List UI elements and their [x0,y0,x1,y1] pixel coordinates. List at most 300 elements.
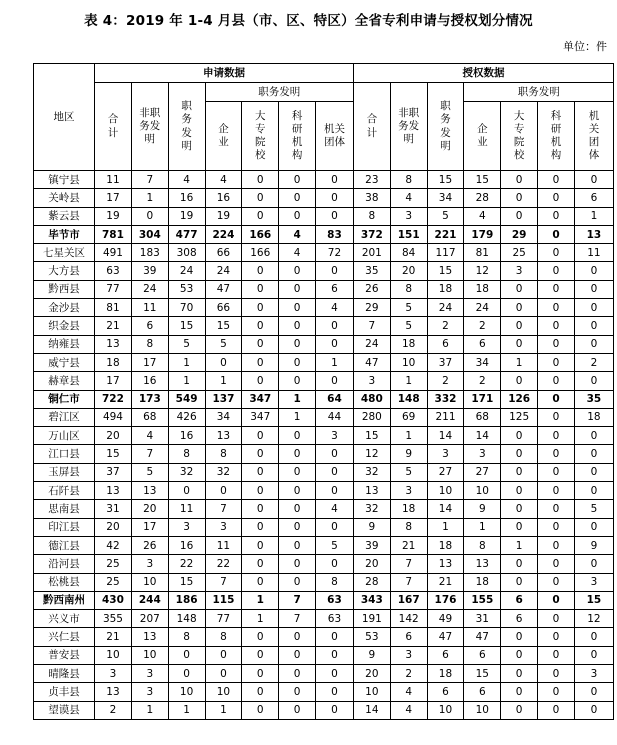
grant-value: 0 [501,445,538,463]
apply-value: 0 [279,262,316,280]
apply-value: 44 [316,408,354,426]
grant-value: 3 [574,573,613,591]
apply-value: 722 [95,390,132,408]
table-body [34,171,614,720]
grant-value: 10 [427,701,464,719]
apply-value: 81 [95,299,132,317]
grant-value: 26 [353,280,390,298]
apply-value: 3 [168,518,205,536]
apply-value: 0 [168,646,205,664]
apply-value: 1 [205,372,242,390]
grant-value: 7 [390,555,427,573]
table-row [34,427,614,445]
grant-value: 1 [501,353,538,371]
region-name: 德江县 [34,536,95,554]
table-row [34,683,614,701]
apply-value: 0 [242,335,279,353]
region-name: 兴仁县 [34,628,95,646]
header-apply-non-service: 非职务发明 [131,83,168,171]
apply-value: 1 [279,390,316,408]
grant-value: 6 [501,591,538,609]
grant-value: 0 [538,189,575,207]
apply-value: 77 [95,280,132,298]
grant-value: 28 [464,189,501,207]
grant-value: 8 [464,536,501,554]
header-grant-service: 职务发明 [427,83,464,171]
grant-value: 1 [574,207,613,225]
apply-value: 0 [242,280,279,298]
grant-value: 10 [464,482,501,500]
grant-value: 18 [390,335,427,353]
grant-value: 0 [574,628,613,646]
region-name: 贞丰县 [34,683,95,701]
apply-value: 3 [131,665,168,683]
table-row [34,445,614,463]
grant-value: 6 [464,683,501,701]
grant-value: 0 [538,500,575,518]
grant-value: 18 [390,500,427,518]
grant-value: 25 [501,244,538,262]
apply-value: 3 [131,555,168,573]
grant-value: 0 [501,683,538,701]
region-name: 紫云县 [34,207,95,225]
grant-value: 5 [390,463,427,481]
apply-value: 0 [316,463,354,481]
grant-value: 0 [538,665,575,683]
apply-value: 10 [168,683,205,701]
grant-value: 13 [353,482,390,500]
region-name: 玉屏县 [34,463,95,481]
apply-value: 0 [242,573,279,591]
header-apply-agency: 机关团体 [316,102,354,171]
apply-value: 0 [279,628,316,646]
apply-value: 0 [205,482,242,500]
region-name: 普安县 [34,646,95,664]
apply-value: 47 [205,280,242,298]
apply-value: 1 [168,701,205,719]
table-row [34,665,614,683]
grant-value: 332 [427,390,464,408]
grant-value: 0 [574,701,613,719]
region-name: 江口县 [34,445,95,463]
grant-value: 6 [464,646,501,664]
region-name: 大方县 [34,262,95,280]
table-row [34,353,614,371]
apply-value: 19 [95,207,132,225]
grant-value: 0 [501,207,538,225]
grant-value: 0 [538,555,575,573]
apply-value: 68 [131,408,168,426]
grant-value: 13 [464,555,501,573]
grant-value: 0 [538,335,575,353]
table-row [34,500,614,518]
apply-value: 304 [131,225,168,243]
unit-label: 单位：件 [563,40,607,53]
apply-value: 347 [242,390,279,408]
grant-value: 9 [574,536,613,554]
apply-value: 5 [316,536,354,554]
grant-value: 4 [390,189,427,207]
grant-value: 14 [427,500,464,518]
apply-value: 244 [131,591,168,609]
apply-value: 21 [95,628,132,646]
region-name: 赫章县 [34,372,95,390]
region-name: 兴义市 [34,610,95,628]
apply-value: 17 [95,189,132,207]
grant-value: 2 [464,372,501,390]
grant-value: 0 [538,701,575,719]
grant-value: 0 [501,189,538,207]
grant-value: 0 [574,317,613,335]
table-row [34,244,614,262]
apply-value: 0 [242,683,279,701]
apply-value: 166 [242,244,279,262]
grant-value: 171 [464,390,501,408]
apply-value: 0 [316,189,354,207]
apply-value: 4 [279,244,316,262]
grant-value: 7 [390,573,427,591]
apply-value: 0 [279,317,316,335]
header-grant-group: 授权数据 [353,64,613,83]
apply-value: 491 [95,244,132,262]
region-name: 纳雍县 [34,335,95,353]
apply-value: 426 [168,408,205,426]
grant-value: 0 [501,317,538,335]
grant-value: 176 [427,591,464,609]
apply-value: 53 [168,280,205,298]
grant-value: 1 [390,372,427,390]
apply-value: 0 [242,262,279,280]
grant-value: 0 [538,518,575,536]
grant-value: 0 [538,353,575,371]
apply-value: 0 [316,207,354,225]
grant-value: 125 [501,408,538,426]
grant-value: 0 [538,482,575,500]
grant-value: 126 [501,390,538,408]
apply-value: 0 [205,646,242,664]
table-row [34,536,614,554]
apply-value: 0 [242,482,279,500]
grant-value: 6 [427,646,464,664]
region-name: 金沙县 [34,299,95,317]
grant-value: 3 [353,372,390,390]
grant-value: 151 [390,225,427,243]
region-name: 七星关区 [34,244,95,262]
apply-value: 1 [242,610,279,628]
header-apply-research: 科研机构 [279,102,316,171]
apply-value: 32 [168,463,205,481]
apply-value: 1 [131,701,168,719]
apply-value: 4 [205,171,242,189]
apply-value: 1 [168,372,205,390]
grant-value: 0 [574,445,613,463]
grant-value: 4 [390,701,427,719]
apply-value: 0 [242,518,279,536]
header-grant-agency: 机关团体 [574,102,613,171]
grant-value: 0 [538,573,575,591]
grant-value: 343 [353,591,390,609]
apply-value: 477 [168,225,205,243]
grant-value: 0 [501,335,538,353]
apply-value: 0 [316,518,354,536]
grant-value: 35 [353,262,390,280]
grant-value: 8 [390,171,427,189]
apply-value: 0 [242,500,279,518]
table-row [34,628,614,646]
header-grant-enterprise: 企业 [464,102,501,171]
table-row-city [34,390,614,408]
grant-value: 32 [353,500,390,518]
apply-value: 0 [316,628,354,646]
grant-value: 23 [353,171,390,189]
grant-value: 18 [427,665,464,683]
apply-value: 1 [205,701,242,719]
grant-value: 0 [574,555,613,573]
apply-value: 0 [316,683,354,701]
grant-value: 27 [427,463,464,481]
header-apply-college: 大专院校 [242,102,279,171]
grant-value: 0 [538,207,575,225]
grant-value: 0 [538,536,575,554]
apply-value: 17 [131,353,168,371]
apply-value: 19 [205,207,242,225]
apply-value: 0 [242,646,279,664]
grant-value: 9 [464,500,501,518]
apply-value: 148 [168,610,205,628]
grant-value: 27 [464,463,501,481]
table-row [34,262,614,280]
grant-value: 21 [427,573,464,591]
apply-value: 13 [95,683,132,701]
grant-value: 0 [574,299,613,317]
grant-value: 155 [464,591,501,609]
apply-value: 0 [279,646,316,664]
region-name: 印江县 [34,518,95,536]
table-row [34,299,614,317]
grant-value: 0 [574,482,613,500]
apply-value: 186 [168,591,205,609]
apply-value: 0 [242,463,279,481]
apply-value: 25 [95,555,132,573]
apply-value: 16 [131,372,168,390]
grant-value: 15 [427,262,464,280]
apply-value: 4 [131,427,168,445]
grant-value: 38 [353,189,390,207]
grant-value: 0 [538,262,575,280]
apply-value: 0 [279,573,316,591]
grant-value: 20 [390,262,427,280]
apply-value: 24 [168,262,205,280]
apply-value: 42 [95,536,132,554]
apply-value: 0 [279,171,316,189]
grant-value: 20 [353,555,390,573]
table-row [34,573,614,591]
table-row [34,701,614,719]
grant-value: 18 [427,536,464,554]
apply-value: 5 [168,335,205,353]
apply-value: 166 [242,225,279,243]
apply-value: 72 [316,244,354,262]
region-name: 松桃县 [34,573,95,591]
grant-value: 37 [427,353,464,371]
table-row-city [34,225,614,243]
grant-value: 9 [353,646,390,664]
grant-value: 5 [390,299,427,317]
grant-value: 4 [390,683,427,701]
grant-value: 1 [464,518,501,536]
apply-value: 15 [205,317,242,335]
table-row [34,280,614,298]
apply-value: 0 [316,317,354,335]
table-row [34,610,614,628]
apply-value: 0 [242,207,279,225]
grant-value: 15 [574,591,613,609]
grant-value: 0 [538,683,575,701]
apply-value: 0 [205,353,242,371]
grant-value: 24 [427,299,464,317]
apply-value: 781 [95,225,132,243]
apply-value: 17 [131,518,168,536]
apply-value: 22 [168,555,205,573]
grant-value: 24 [464,299,501,317]
region-name: 思南县 [34,500,95,518]
grant-value: 0 [538,317,575,335]
grant-value: 0 [538,628,575,646]
apply-value: 6 [316,280,354,298]
grant-value: 0 [538,225,575,243]
grant-value: 24 [353,335,390,353]
apply-value: 16 [205,189,242,207]
grant-value: 84 [390,244,427,262]
apply-value: 11 [168,500,205,518]
grant-value: 0 [501,665,538,683]
apply-value: 20 [95,518,132,536]
table-row [34,518,614,536]
grant-value: 29 [353,299,390,317]
apply-value: 13 [95,482,132,500]
grant-value: 8 [353,207,390,225]
apply-value: 18 [95,353,132,371]
apply-value: 15 [95,445,132,463]
apply-value: 34 [205,408,242,426]
grant-value: 18 [427,280,464,298]
grant-value: 148 [390,390,427,408]
apply-value: 0 [316,482,354,500]
apply-value: 7 [279,591,316,609]
grant-value: 0 [538,299,575,317]
grant-value: 81 [464,244,501,262]
apply-value: 0 [242,189,279,207]
header-grant-total: 合计 [353,83,390,171]
grant-value: 142 [390,610,427,628]
grant-value: 5 [390,317,427,335]
grant-value: 14 [427,427,464,445]
grant-value: 4 [464,207,501,225]
grant-value: 0 [574,262,613,280]
apply-value: 0 [279,482,316,500]
apply-value: 0 [279,372,316,390]
grant-value: 3 [390,646,427,664]
apply-value: 224 [205,225,242,243]
apply-value: 32 [205,463,242,481]
grant-value: 47 [464,628,501,646]
grant-value: 0 [501,280,538,298]
grant-value: 167 [390,591,427,609]
table-row [34,207,614,225]
grant-value: 31 [464,610,501,628]
apply-value: 8 [205,628,242,646]
apply-value: 83 [316,225,354,243]
apply-value: 0 [316,665,354,683]
apply-value: 10 [131,646,168,664]
grant-value: 11 [574,244,613,262]
apply-value: 0 [242,353,279,371]
patent-table [33,63,614,720]
apply-value: 2 [95,701,132,719]
grant-value: 0 [538,280,575,298]
apply-value: 1 [279,408,316,426]
region-name: 黔西县 [34,280,95,298]
apply-value: 19 [168,207,205,225]
apply-value: 0 [168,482,205,500]
apply-value: 0 [242,701,279,719]
grant-value: 3 [464,445,501,463]
grant-value: 15 [464,665,501,683]
region-name: 织金县 [34,317,95,335]
region-name: 镇宁县 [34,171,95,189]
header-grant-college: 大专院校 [501,102,538,171]
grant-value: 0 [538,372,575,390]
apply-value: 8 [316,573,354,591]
grant-value: 0 [501,463,538,481]
apply-value: 0 [242,427,279,445]
apply-value: 64 [316,390,354,408]
apply-value: 25 [95,573,132,591]
table-row [34,317,614,335]
grant-value: 0 [501,646,538,664]
grant-value: 0 [501,500,538,518]
grant-value: 280 [353,408,390,426]
apply-value: 15 [168,573,205,591]
apply-value: 0 [279,500,316,518]
grant-value: 6 [464,335,501,353]
grant-value: 211 [427,408,464,426]
apply-value: 4 [279,225,316,243]
apply-value: 0 [279,683,316,701]
apply-value: 173 [131,390,168,408]
grant-value: 179 [464,225,501,243]
apply-value: 3 [316,427,354,445]
apply-value: 0 [168,665,205,683]
grant-value: 68 [464,408,501,426]
grant-value: 47 [427,628,464,646]
grant-value: 7 [353,317,390,335]
grant-value: 0 [538,408,575,426]
grant-value: 0 [538,610,575,628]
apply-value: 347 [242,408,279,426]
apply-value: 0 [242,372,279,390]
apply-value: 20 [95,427,132,445]
grant-value: 221 [427,225,464,243]
table-row [34,171,614,189]
apply-value: 308 [168,244,205,262]
grant-value: 6 [427,683,464,701]
grant-value: 0 [501,482,538,500]
table-title: 表 4：2019 年 1-4 月县（市、区、特区）全省专利申请与授权划分情况 [84,13,533,29]
apply-value: 16 [168,189,205,207]
apply-value: 63 [316,610,354,628]
apply-value: 1 [242,591,279,609]
